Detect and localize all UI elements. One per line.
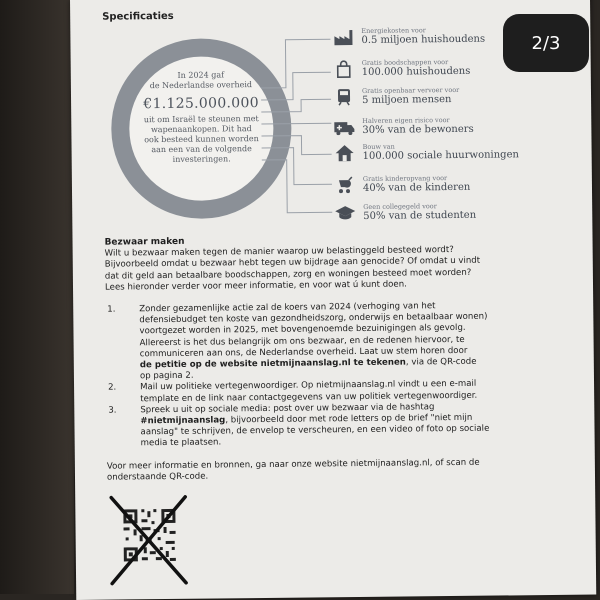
list-number: 3. bbox=[108, 405, 117, 416]
ring-line: aan een van de volgende bbox=[151, 144, 252, 155]
spec-item-label: Gratis kinderopvang voor bbox=[362, 174, 448, 183]
intro-line: dat dit geld aan betaalbare boodschappen, zorg en woningen besteed moet worden? bbox=[104, 267, 472, 282]
ring-text-block bbox=[123, 70, 280, 166]
spec-item-label: Halveren eigen risico voor bbox=[362, 116, 450, 125]
spec-item-value: 5 miljoen mensen bbox=[362, 94, 452, 106]
list-line: Spreek u uit op sociale media: post over uw bezwaar via de hashtag bbox=[140, 402, 435, 416]
page-indicator: 2/3 bbox=[503, 14, 589, 72]
ring-line: investeringen. bbox=[172, 154, 231, 164]
list-line: communiceren aan ons, de Nederlandse overheid. Laat uw stem horen door bbox=[139, 345, 468, 360]
section-title-bezwaar: Bezwaar maken bbox=[104, 236, 185, 248]
spec-item-value: 0.5 miljoen huishoudens bbox=[361, 33, 486, 46]
spec-item bbox=[332, 26, 485, 48]
spec-item-label: Gratis boodschappen voor bbox=[361, 58, 449, 67]
list-line: defensiebudget ten koste van gezondheidszorg, onderwijs en betaalbaar wonen) bbox=[139, 311, 488, 326]
hashtag-text: #nietmijnaanslag bbox=[140, 415, 226, 427]
ambulance-icon bbox=[333, 118, 355, 136]
spec-item bbox=[333, 116, 474, 137]
spec-item-value: 30% van de bewoners bbox=[362, 123, 474, 136]
footer-line: Voor meer informatie en bronnen, ga naar onze website nietmijnaanslag.nl, of scan de bbox=[106, 457, 480, 472]
list-number: 2. bbox=[108, 382, 117, 394]
train-icon bbox=[333, 88, 355, 106]
footer-line: onderstaande QR-code. bbox=[106, 471, 209, 483]
spec-item-value: 100.000 huishoudens bbox=[361, 65, 471, 78]
background-table bbox=[0, 0, 74, 594]
list-line: media te plaatsen. bbox=[140, 437, 222, 449]
list-line: voortgezet worden in 2025, met bovengenoemde bezuinigingen als gevolg. bbox=[139, 323, 466, 337]
spec-item bbox=[333, 58, 471, 79]
spec-item-value: 100.000 sociale huurwoningen bbox=[362, 149, 519, 162]
bezwaar-section bbox=[104, 233, 577, 484]
ring-line: In 2024 gaf bbox=[177, 70, 225, 80]
list-line: Zonder gezamenlijke actie zal de koers van 2024 (verhoging van het bbox=[139, 301, 436, 315]
spec-item bbox=[334, 174, 470, 195]
shopping-bag-icon bbox=[333, 60, 355, 78]
connector-lines bbox=[260, 27, 342, 218]
list-number: 1. bbox=[107, 304, 116, 315]
intro-line: Lees hieronder verder voor meer informatie, en voor wat ú kunt doen. bbox=[104, 279, 407, 293]
ring-amount: €1.125.000.000 bbox=[143, 95, 259, 113]
stroller-icon bbox=[334, 176, 356, 194]
qr-code-crossed-out bbox=[109, 495, 188, 586]
intro-line: Bijvoorbeeld omdat u bezwaar hebt tegen uw bijdrage aan genocide? Of omdat u vindt bbox=[104, 256, 481, 271]
ring-line: wapenaankopen. Dit had bbox=[150, 124, 252, 135]
spec-item bbox=[333, 86, 459, 107]
spec-item bbox=[334, 141, 519, 163]
spec-item-label: Geen collegegeld voor bbox=[363, 202, 437, 211]
factory-icon bbox=[332, 28, 354, 46]
spec-item-label: Gratis openbaar vervoer voor bbox=[361, 85, 460, 95]
list-line: template en de link naar contactgegevens van uw politiek vertegenwoordiger. bbox=[140, 390, 478, 404]
ring-line: ook besteed kunnen worden bbox=[144, 134, 259, 145]
list-line: aanslag" te schrijven, de envelop te verscheuren, en een video of foto op sociale bbox=[140, 423, 490, 438]
list-item bbox=[106, 401, 576, 451]
list-line-rest: , bijvoorbeeld door met rode letters op de brief "niet mijn bbox=[225, 412, 473, 426]
spec-item-label: Energiekosten voor bbox=[361, 26, 426, 35]
spec-item bbox=[334, 202, 476, 223]
spec-item-value: 50% van de studenten bbox=[363, 209, 477, 222]
petition-link-text: de petitie op de website nietmijnaanslag.nl te tekenen bbox=[139, 357, 406, 371]
list-item bbox=[105, 300, 576, 383]
house-icon bbox=[334, 144, 356, 162]
list-line-rest: , via de QR-code bbox=[405, 356, 477, 368]
ring-line: de Nederlandse overheid bbox=[149, 80, 253, 91]
list-line: Allereerst is het dus belangrijk om ons bezwaar, en de redenen hiervoor, te bbox=[139, 334, 465, 348]
intro-line: Wilt u bezwaar maken tegen de manier waarop uw belastinggeld besteed wordt? bbox=[104, 245, 454, 259]
spec-item-label: Bouw van bbox=[362, 142, 395, 151]
list-line: op pagina 2. bbox=[139, 370, 194, 382]
section-title-specificaties: Specificaties bbox=[102, 10, 174, 23]
ring-line: uit om Israël te steunen met bbox=[143, 114, 259, 125]
document-page bbox=[70, 0, 596, 600]
list-line: Mail uw politieke vertegenwoordiger. Op nietmijnaanslag.nl vindt u een e-mail bbox=[140, 379, 477, 393]
graduation-cap-icon bbox=[334, 204, 356, 222]
spec-item-value: 40% van de kinderen bbox=[362, 181, 471, 194]
